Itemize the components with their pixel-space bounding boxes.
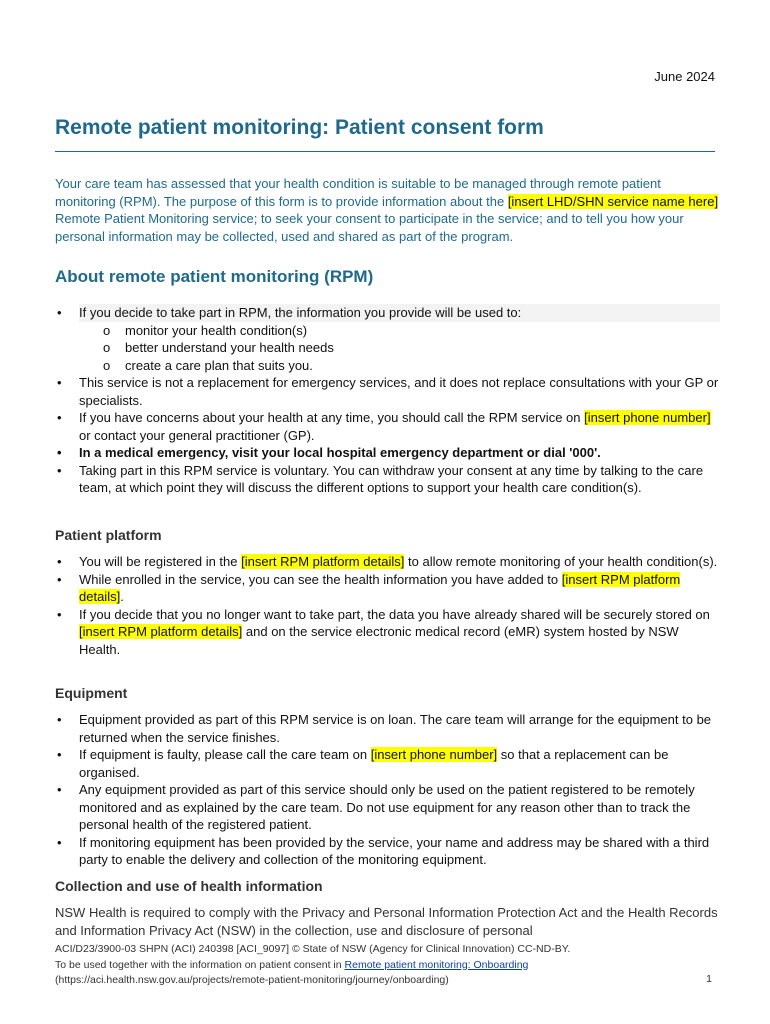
- placeholder-highlight: [insert RPM platform details]: [79, 571, 681, 604]
- document-date: June 2024: [654, 69, 715, 84]
- list-item: [55, 409, 720, 444]
- intro-text: Your care team has assessed that your health condition is suitable to be managed through remote patient monitoring (RPM). The purpose of this form is to provide information about the: [55, 176, 661, 209]
- sub-list-item: o create a care plan that suits you.: [79, 357, 720, 375]
- list-item: • Any equipment provided as part of this service should only be used on the patient registered to be remotely monitored and as explained by the care team. Do not use equipment for any reason other than to track the personal health of the registered patient.: [55, 781, 720, 834]
- placeholder-highlight: [insert RPM platform details]: [79, 624, 243, 639]
- list-item-text: You will be registered in the: [79, 554, 242, 569]
- onboarding-link[interactable]: Remote patient monitoring: Onboarding: [344, 958, 529, 971]
- list-item: [55, 304, 720, 374]
- section-heading-equipment: Equipment: [55, 685, 128, 701]
- list-item: [55, 746, 720, 781]
- list-item-text: If you have concerns about your health at any time, you should call the RPM service on: [79, 410, 585, 425]
- list-item: • Equipment provided as part of this RPM service is on loan. The care team will arrange for the equipment to be returned when the service finishes.: [55, 711, 720, 746]
- sub-list-item: o better understand your health needs: [79, 339, 720, 357]
- placeholder-highlight: [insert phone number]: [584, 410, 711, 425]
- list-item: [55, 553, 720, 571]
- footer-reference: ACI/D23/3900-03 SHPN (ACI) 240398 [ACI_9097] © State of NSW (Agency for Clinical Innovation) CC-ND-BY.: [55, 943, 571, 955]
- footer-usage-note: [55, 958, 720, 974]
- equipment-list: [55, 711, 720, 869]
- collection-paragraph: NSW Health is required to comply with the Privacy and Personal Information Protection Act and the Health Records and Information Privacy Act (NSW) in the collection, use and disclosure of personal: [55, 905, 718, 938]
- list-item-text: to allow remote monitoring of your health condition(s).: [404, 554, 718, 569]
- list-item-text: or contact your general practitioner (GP).: [79, 427, 315, 443]
- list-item-text: While enrolled in the service, you can see the health information you have added to: [79, 571, 562, 587]
- intro-text: Remote Patient Monitoring service; to seek your consent to participate in the service; and to tell you how your personal information may be collected, used and shared as part of the program.: [55, 211, 684, 244]
- list-item: • If monitoring equipment has been provided by the service, your name and address may be shared with a third party to enable the delivery and collection of the monitoring equipment.: [55, 834, 720, 869]
- list-item-text: • If you decide to take part in RPM, the information you provide will be used to:: [79, 304, 720, 322]
- intro-paragraph: [55, 175, 720, 245]
- section-heading-about-rpm: About remote patient monitoring (RPM): [55, 267, 374, 286]
- list-item-text: If you decide that you no longer want to take part, the data you have already shared will be securely stored on: [79, 606, 710, 622]
- list-item-text: so that a replacement can be organised.: [79, 747, 669, 780]
- sub-list-item: o monitor your health condition(s): [79, 322, 720, 340]
- placeholder-highlight: [insert LHD/SHN service name here]: [507, 193, 719, 209]
- footer-text: To be used together with the information on patient consent in: [55, 958, 345, 971]
- list-item: [55, 571, 720, 606]
- list-item-text: and on the service electronic medical record (eMR) system hosted by NSW Health.: [79, 624, 679, 657]
- document-title: Remote patient monitoring: Patient consent form: [55, 116, 715, 152]
- section-heading-patient-platform: Patient platform: [55, 527, 162, 543]
- placeholder-highlight: [insert phone number]: [370, 747, 498, 762]
- list-item-text: .: [120, 589, 124, 604]
- list-item-text: If equipment is faulty, please call the care team on: [79, 747, 371, 762]
- list-item: • Taking part in this RPM service is voluntary. You can withdraw your consent at any time by talking to the care team, at which point they will discuss the different options to support your health care condition(s).: [55, 462, 720, 497]
- footer-url: (https://aci.health.nsw.gov.au/projects/remote-patient-monitoring/journey/onboarding): [55, 974, 449, 986]
- about-rpm-list: [55, 304, 720, 497]
- section-heading-collection: Collection and use of health information: [55, 878, 323, 894]
- sub-list: [79, 322, 720, 375]
- placeholder-highlight: [insert RPM platform details]: [241, 554, 405, 569]
- page-number: 1: [706, 973, 712, 985]
- list-item-emergency: • In a medical emergency, visit your local hospital emergency department or dial '000'.: [55, 444, 720, 462]
- patient-platform-list: [55, 553, 720, 658]
- list-item: • This service is not a replacement for emergency services, and it does not replace consultations with your GP or specialists.: [55, 374, 720, 409]
- list-item: [55, 606, 720, 659]
- footer: [55, 942, 720, 989]
